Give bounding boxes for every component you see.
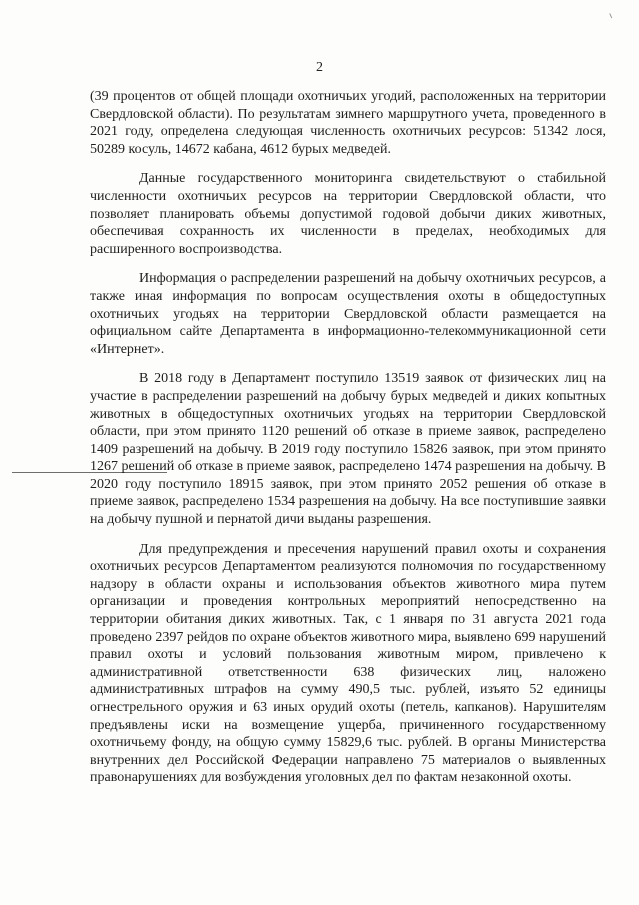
paragraph-5: Для предупреждения и пресечения нарушений правил охоты и сохранения охотничьих ресурсов Департаментом реализуются полномочия по государственному надзору в области охраны и использования объектов животного мира путем организации и проведения контрольных мероприятий непосредственно на территории обитания диких животных. Так, с 1 января по 31 августа 2021 года проведено 2397 рейдов по охране объектов животного мира, выявлено 699 нарушений правил охоты и условий пользования животным миром, привлечено к административной ответственности 638 физических лиц, наложено административных штрафов на сумму 490,5 тыс. рублей, изъято 52 единицы огнестрельного оружия и 63 иных орудий охоты (петель, капканов). Нарушителям предъявлены иски на возмещение ущерба, причиненного государственному охотничьему фонду, на общую сумму 15829,6 тыс. рублей. В органы Министерства внутренних дел Российской Федерации направлено 75 материалов о выявленных правонарушениях для возбуждения уголовных дел по фактам незаконной охоты. <box>90 541 606 786</box>
paragraph-3: Информация о распределении разрешений на добычу охотничьих ресурсов, а также иная информация по вопросам осуществления охоты в общедоступных охотничьих угодьях на территории Свердловской области размещается на официальном сайте Департамента в информационно-телекоммуникационной сети «Интернет». <box>90 271 606 357</box>
document-body <box>90 88 606 799</box>
paragraph-2: Данные государственного мониторинга свидетельствуют о стабильной численности охотничьих ресурсов на территории Свердловской области, что позволяет планировать объемы допустимой годовой добычи диких животных, обеспечивая сохранность их численности в пределах, необходимых для расширенного воспроизводства. <box>90 171 606 257</box>
paragraph-4: В 2018 году в Департамент поступило 13519 заявок от физических лиц на участие в распределении разрешений на добычу бурых медведей и диких копытных животных в общедоступных охотничьих угодьях на территории Свердловской области, при этом принято 1120 решений об отказе в приеме заявок, распределено 1409 разрешений на добычу. В 2019 году поступило 15826 заявок, при этом принято 1267 решений об отказе в приеме заявок, распределено 1474 разрешения на добычу. В 2020 году поступило 18915 заявок, при этом принято 2052 решения об отказе в приеме заявок, распределено 1534 разрешения на добычу. На все поступившие заявки на добычу пушной и пернатой дичи выданы разрешения. <box>90 371 606 528</box>
scan-mark <box>609 11 617 18</box>
paragraph-1: (39 процентов от общей площади охотничьих угодий, расположенных на территории Свердловской области). По результатам зимнего маршрутного учета, проведенного в 2021 году, определена следующая численность охотничьих ресурсов: 51342 лося, 50289 косуль, 14672 кабана, 4612 бурых медведей. <box>90 89 606 157</box>
page-number: 2 <box>316 60 323 75</box>
